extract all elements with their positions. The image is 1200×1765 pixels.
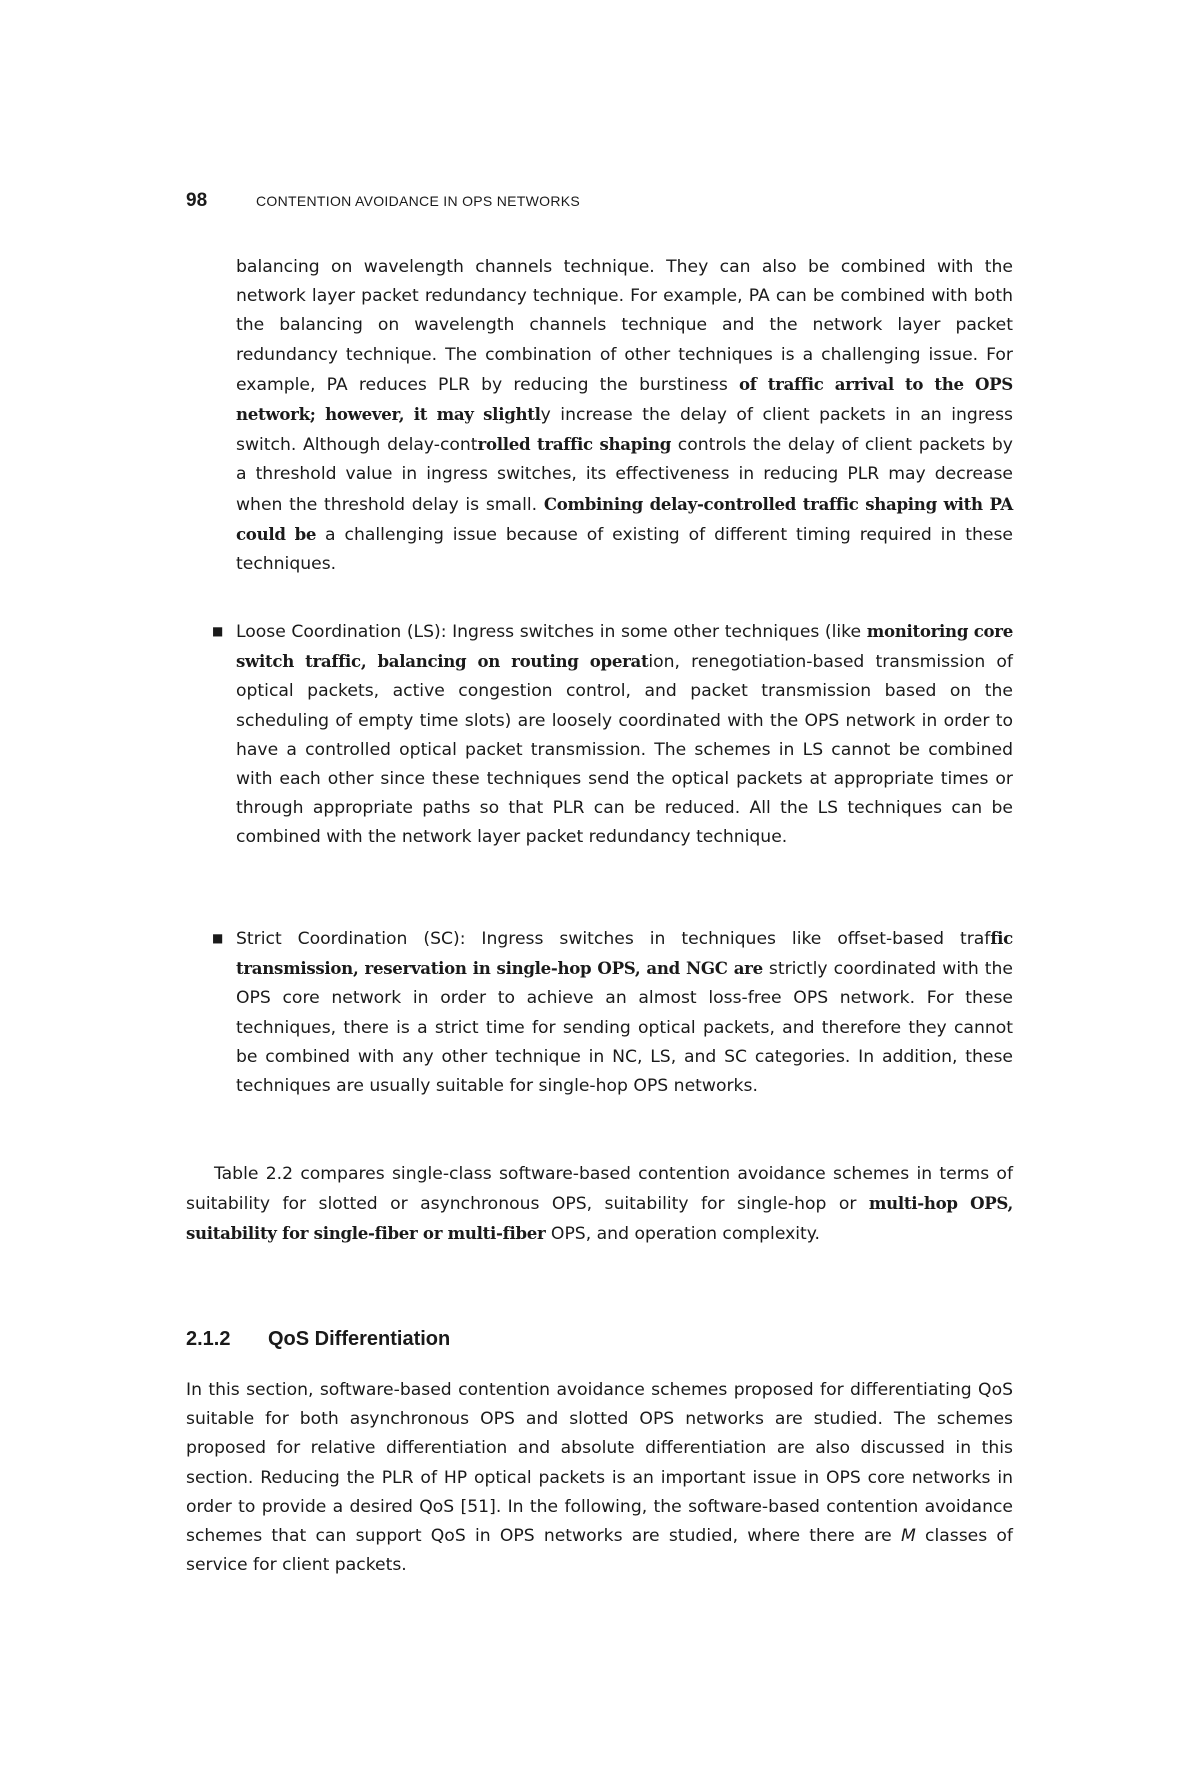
text-run: Loose Coordination (LS): Ingress switches in some other techniques (like — [236, 622, 867, 642]
section-body-paragraph — [186, 1376, 1013, 1580]
text-run: balancing on wavelength channels technique. They can also be combined with the network layer packet redundancy technique. For example, PA can be combined with both the balancing on wavelength channels technique and the network layer packet redundancy technique. The combination of other techniques is a challenging issue. For example, PA reduces PLR by reducing the burstiness — [236, 257, 1013, 395]
bullet-strict-coordination — [212, 924, 1013, 1101]
table-comparison-paragraph — [186, 1160, 1013, 1250]
text-run: controls the delay of client packets by a threshold value in ingress switches, its effectiveness in reducing PLR may decrease when the threshold delay is small. — [236, 435, 1013, 515]
text-run: classes of service for client packets. — [186, 1526, 1013, 1576]
bullet-marker: ■ — [212, 624, 224, 638]
text-run: strictly coordinated with the OPS core network in order to achieve an almost loss-free OPS network. For these techniques, there is a strict time for sending optical packets, and therefore they cannot be combined with any other technique in NC, LS, and SC categories. In addition, these techniques are usually suitable for single-hop OPS networks. — [236, 959, 1013, 1097]
text-run: a challenging issue because of existing of different timing required in these techniques. — [236, 524, 1013, 575]
bold-run: of traffic arrival to the OPS network; however, it may slightl — [236, 373, 1013, 425]
running-header — [186, 190, 1026, 214]
intro-paragraph — [236, 253, 1013, 579]
section-number: 2.1.2 — [186, 1328, 231, 1350]
bold-run: rolled traffic shaping — [477, 434, 672, 455]
page-number: 98 — [186, 190, 208, 211]
bullet-loose-coordination — [212, 617, 1013, 853]
section-heading — [186, 1328, 450, 1351]
bullet-marker: ■ — [212, 931, 224, 945]
text-run: y increase the delay of client packets in an ingress switch. Although delay-cont — [236, 405, 1013, 456]
bold-run: multi-hop OPS, suitability for single-fiber or multi-fiber — [186, 1193, 1013, 1244]
text-run: ion, renegotiation-based transmission of optical packets, active congestion control, and packet transmission based on the scheduling of empty time slots) are loosely coordinated with the OPS network in order to have a controlled optical packet transmission. The schemes in LS cannot be combined with each other since these techniques send the optical packets at appropriate times or through appropriate paths so that PLR can be reduced. All the LS techniques can be combined with the network layer packet redundancy technique. — [236, 652, 1013, 848]
bold-run: Combining delay-controlled traffic shaping with PA could be — [236, 493, 1013, 544]
text-run: Table 2.2 compares single-class software-based contention avoidance schemes in terms of suitability for slotted or asynchronous OPS, suitability for single-hop or — [186, 1164, 1013, 1215]
text-run: OPS, and operation complexity. — [545, 1224, 820, 1245]
bold-run: monitoring core switch traffic, balancing on routing operat — [236, 621, 1013, 672]
running-title: CONTENTION AVOIDANCE IN OPS NETWORKS — [256, 193, 581, 209]
italic-variable: M — [900, 1526, 916, 1547]
text-run: Strict Coordination (SC): Ingress switches in techniques like offset-based traf — [236, 929, 991, 949]
section-title: QoS Differentiation — [268, 1328, 451, 1350]
bold-run: fic transmission, reservation in single-hop OPS, and NGC are — [236, 928, 1013, 979]
text-run: In this section, software-based contention avoidance schemes proposed for differentiating QoS suitable for both asynchronous OPS and slotted OPS networks are studied. The schemes proposed for relative differentiation and absolute differentiation are also discussed in this section. Reducing the PLR of HP optical packets is an important issue in OPS core networks in order to provide a desired QoS [51]. In the following, the software-based contention avoidance schemes that can support QoS in OPS networks are studied, where there are — [186, 1380, 1013, 1547]
